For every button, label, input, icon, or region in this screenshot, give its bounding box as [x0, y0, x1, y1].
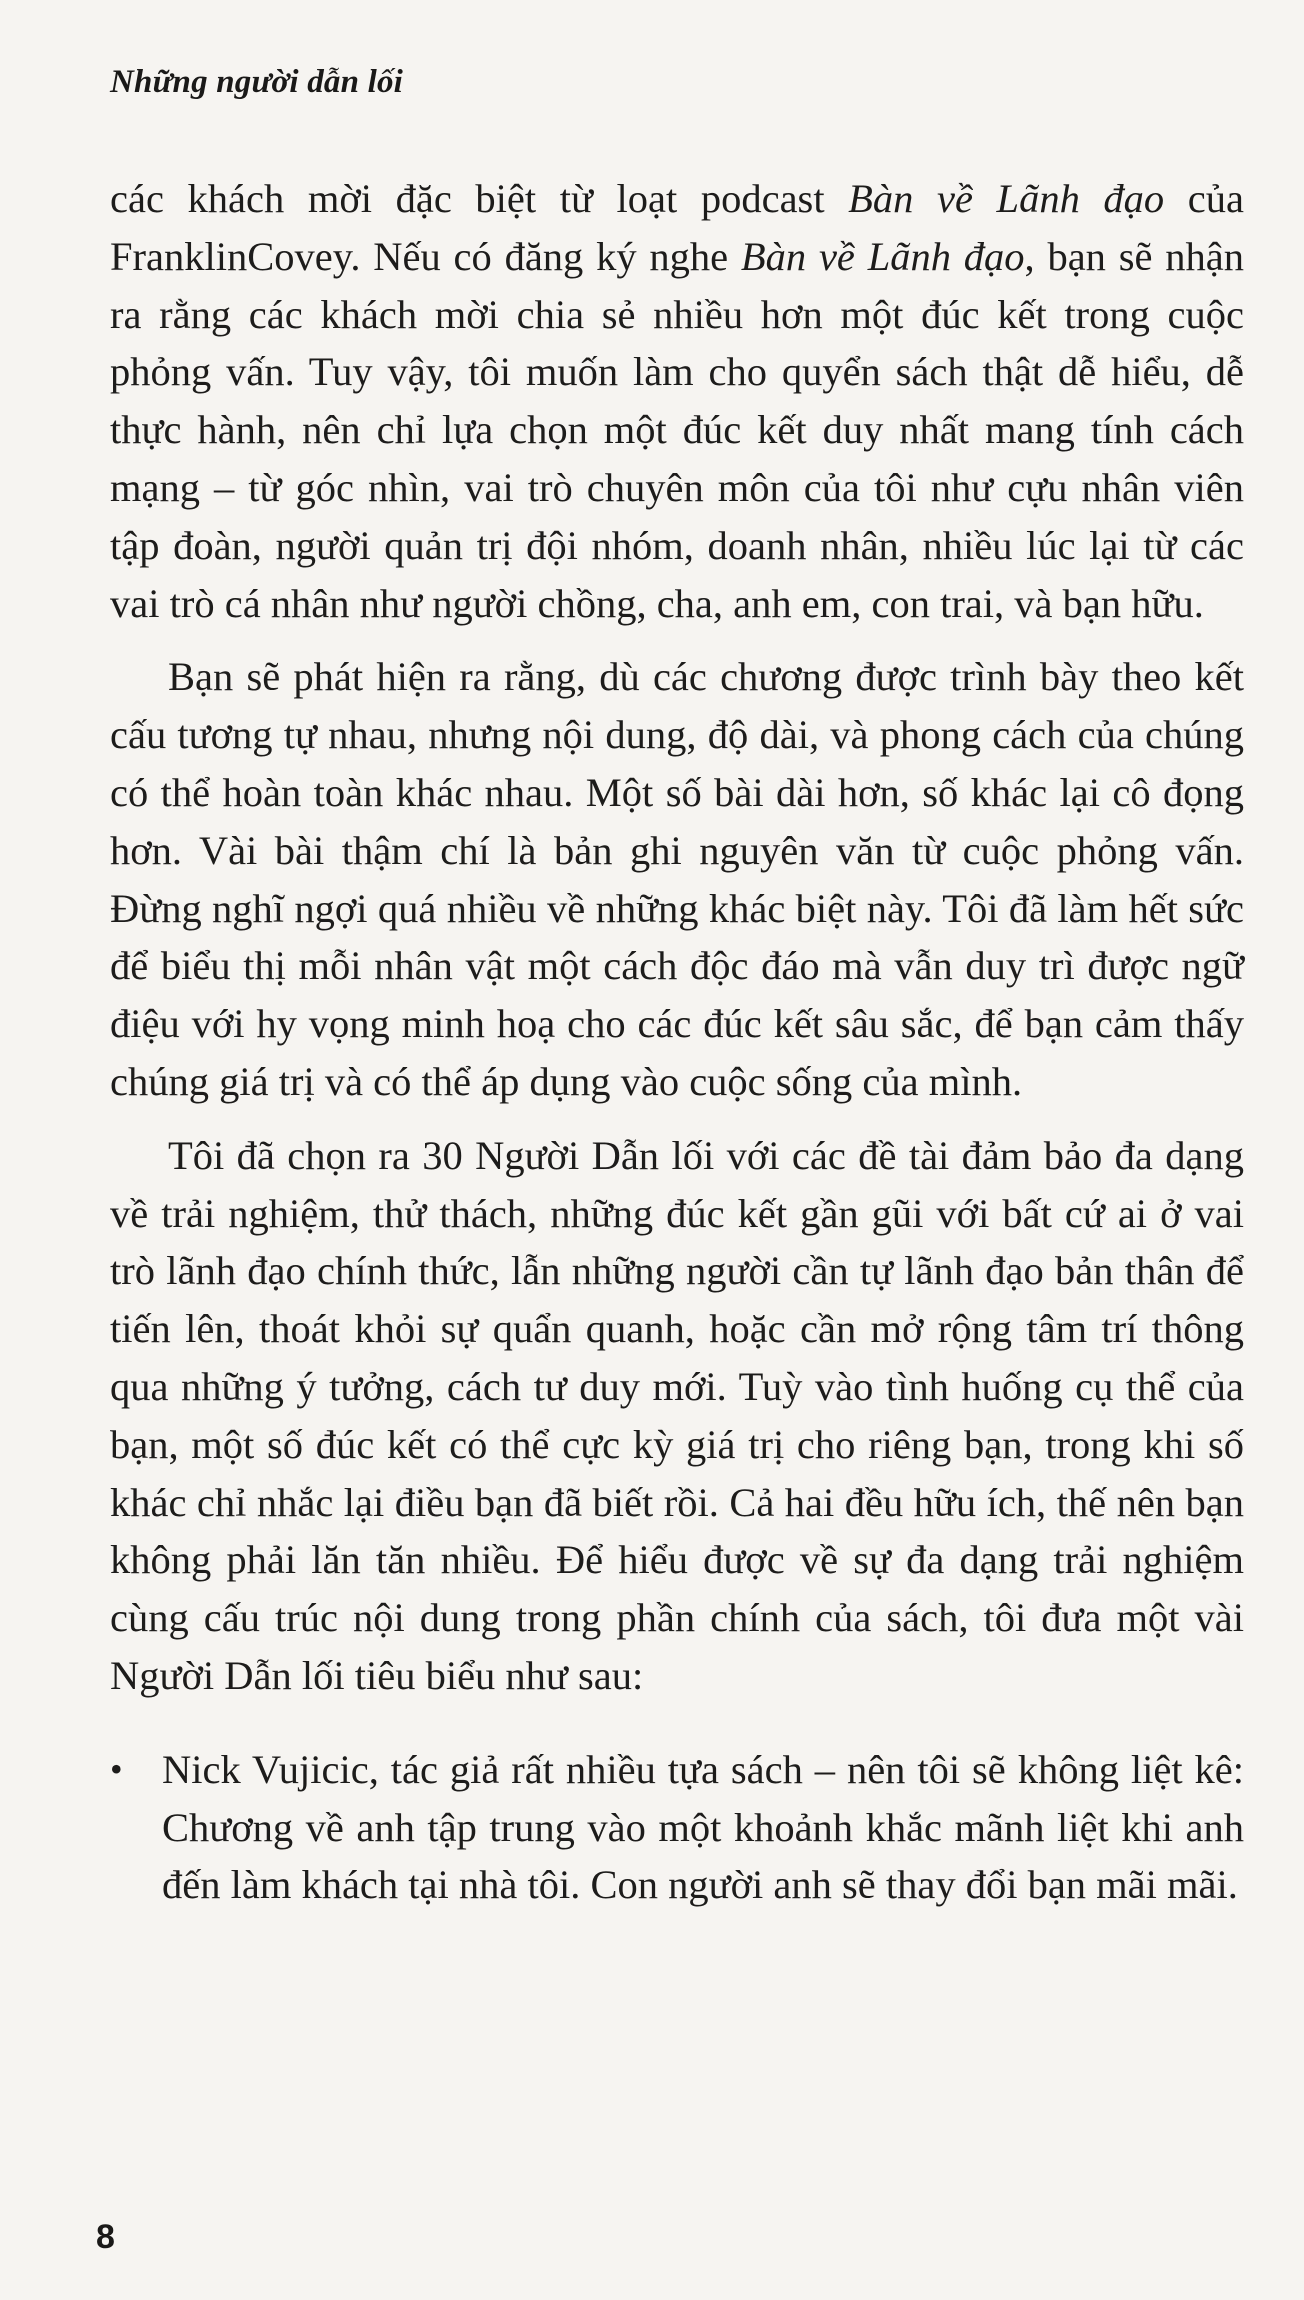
text-run: của FranklinCovey. Nếu có đăng ký nghe — [110, 176, 1244, 279]
page-number: 8 — [96, 2218, 115, 2256]
text-run: , bạn sẽ nhận ra rằng các khách mời chia sẻ nhiều hơn một đúc kết trong cuộc phỏng vấn. Tuy vậy, tôi muốn làm cho quyển sách thật dễ hiểu, dễ thực hành, nên chỉ lựa chọn một đúc kết duy nhất mang tính cách mạng – từ góc nhìn, vai trò chuyên môn của tôi như cựu nhân viên tập đoàn, người quản trị đội nhóm, doanh nhân, nhiều lúc lại từ các vai trò cá nhân như người chồng, cha, anh em, con trai, và bạn hữu. — [110, 233, 1244, 626]
list-item — [110, 1741, 1244, 1914]
bullet-icon: • — [110, 1748, 123, 1789]
paragraph-2 — [110, 648, 1244, 1110]
italic-title: Bàn về Lãnh đạo — [740, 233, 1025, 279]
italic-title: Bàn về Lãnh đạo — [848, 176, 1165, 221]
text-run: các khách mời đặc biệt từ loạt podcast — [110, 176, 849, 221]
paragraph-1 — [110, 170, 1244, 632]
text-run: Bạn sẽ phát hiện ra rằng, dù các chương được trình bày theo kết cấu tương tự nhau, nhưng nội dung, độ dài, và phong cách của chúng có thể hoàn toàn khác nhau. Một số bài dài hơn, số khác lại cô đọng hơn. Vài bài thậm chí là bản ghi nguyên văn từ cuộc phỏng vấn. Đừng nghĩ ngợi quá nhiều về những khác biệt này. Tôi đã làm hết sức để biểu thị mỗi nhân vật một cách độc đáo mà vẫn duy trì được ngữ điệu với hy vọng minh hoạ cho các đúc kết sâu sắc, để bạn cảm thấy chúng giá trị và có thể áp dụng vào cuộc sống của mình. — [110, 654, 1244, 1104]
running-header: Những người dẫn lối — [110, 64, 404, 100]
text-run: Tôi đã chọn ra 30 Người Dẫn lối với các đề tài đảm bảo đa dạng về trải nghiệm, thử thách, những đúc kết gần gũi với bất cứ ai ở vai trò lãnh đạo chính thức, lẫn những người cần tự lãnh đạo bản thân để tiến lên, thoát khỏi sự quẩn quanh, hoặc cần mở rộng tâm trí thông qua những ý tưởng, cách tư duy mới. Tuỳ vào tình huống cụ thể của bạn, một số đúc kết có thể cực kỳ giá trị cho riêng bạn, trong khi số khác chỉ nhắc lại điều bạn đã biết rồi. Cả hai đều hữu ích, thế nên bạn không phải lăn tăn nhiều. Để hiểu được về sự đa dạng trải nghiệm cùng cấu trúc nội dung trong phần chính của sách, tôi đưa một vài Người Dẫn lối tiêu biểu như sau: — [110, 1132, 1244, 1698]
body-text — [110, 170, 1244, 1914]
bullet-list — [110, 1741, 1244, 1914]
bullet-text: Nick Vujicic, tác giả rất nhiều tựa sách – nên tôi sẽ không liệt kê: Chương về anh tập trung vào một khoảnh khắc mãnh liệt khi anh đến làm khách tại nhà tôi. Con người anh sẽ thay đổi bạn mãi mãi. — [162, 1746, 1244, 1908]
paragraph-3 — [110, 1127, 1244, 1705]
